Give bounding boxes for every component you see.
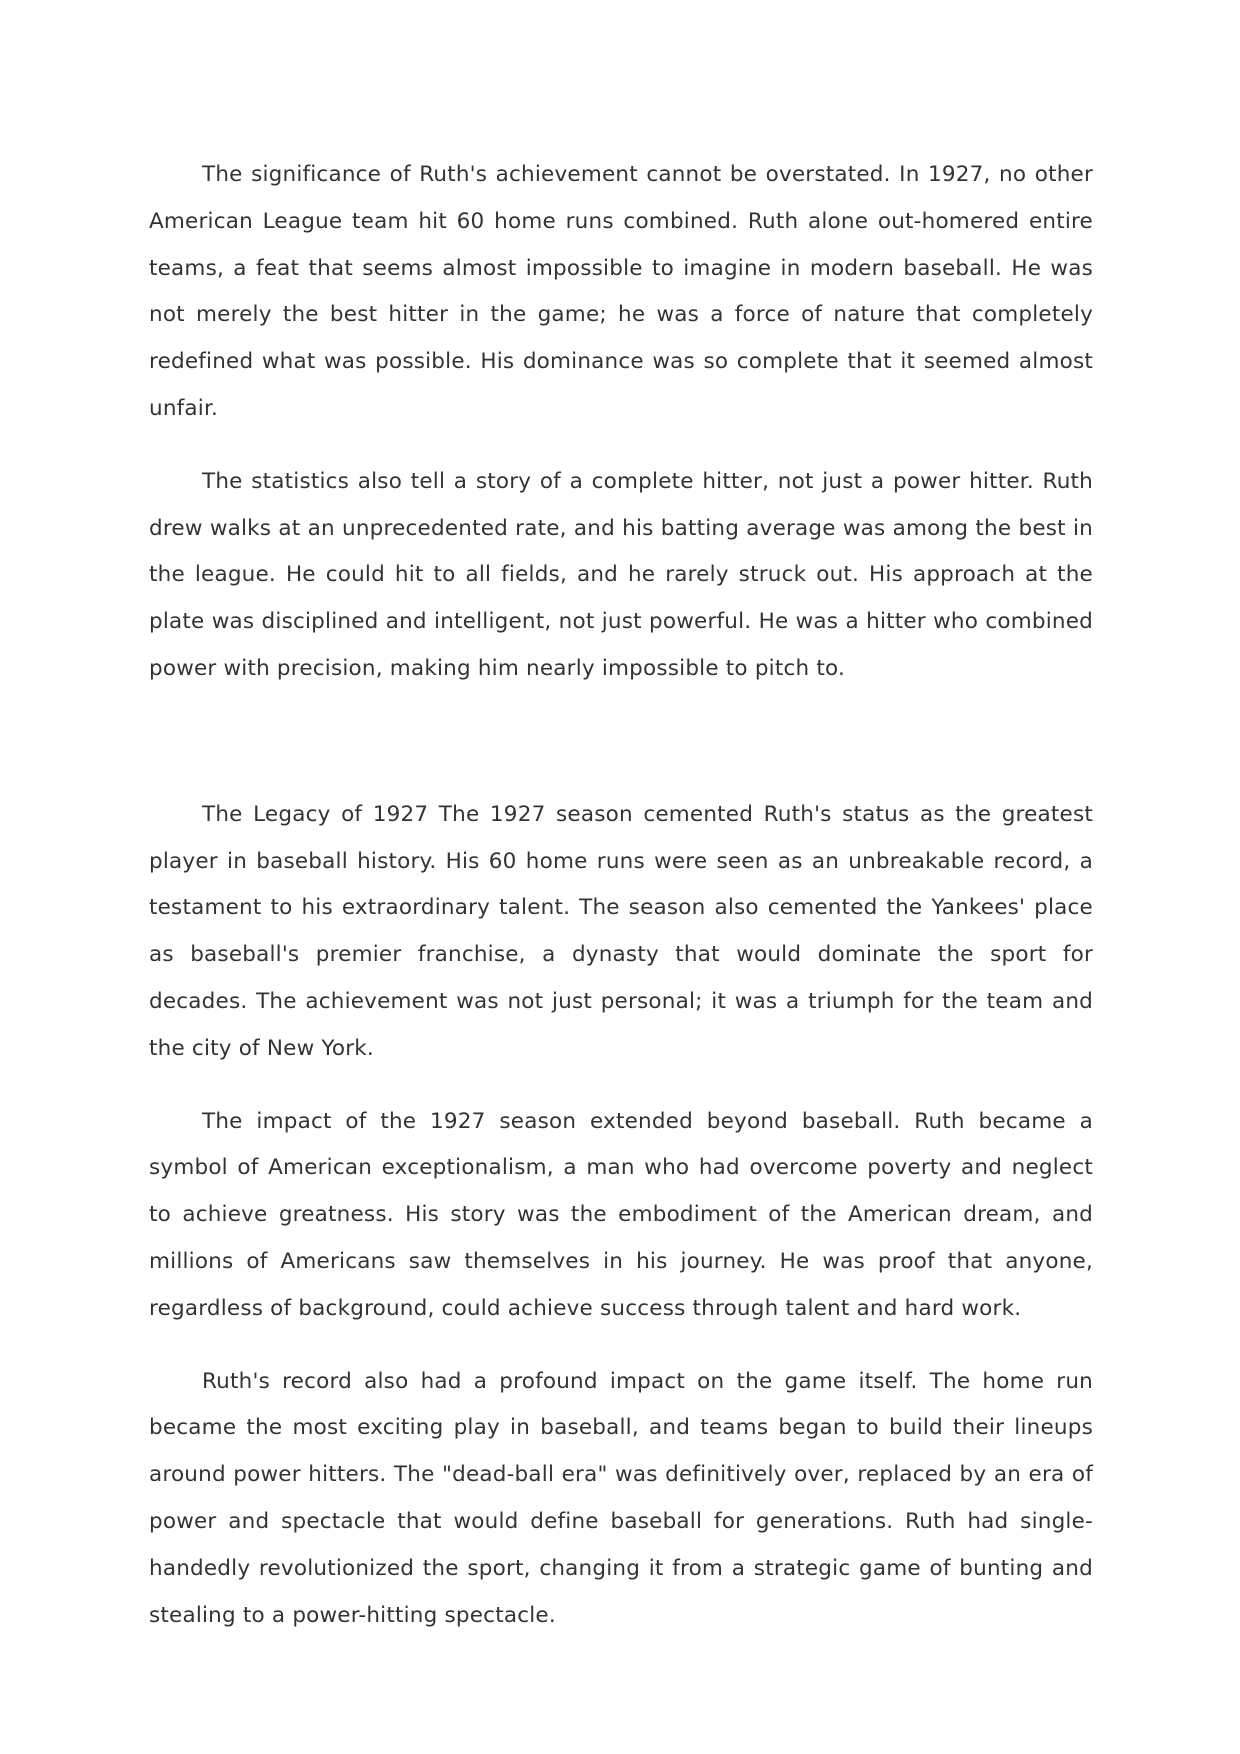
section-spacer [149,693,1093,792]
paragraph-impact-on-game: Ruth's record also had a profound impact on the game itself. The home run became the most exciting play in baseball, and teams began to build their lineups around power hitters. The "dead-ball era" was definitively over, replaced by an era of power and spectacle that would define baseball for generations. Ruth had single-handedly revolutionized the sport, changing it from a strategic game of bunting and stealing to a power-hitting spectacle. [149,1368,1093,1628]
paragraph-ruth-significance: The significance of Ruth's achievement cannot be overstated. In 1927, no other American League team hit 60 home runs combined. Ruth alone out-homered entire teams, a feat that seems almost impossible to imagine in modern baseball. He was not merely the best hitter in the game; he was a force of nature that completely redefined what was possible. His dominance was so complete that it seemed almost unfair. [149,162,1093,421]
paragraph-impact-beyond-baseball: The impact of the 1927 season extended beyond baseball. Ruth became a symbol of American exceptionalism, a man who had overcome poverty and neglect to achieve greatness. His story was the embodiment of the American dream, and millions of Americans saw themselves in his journey. He was proof that anyone, regardless of background, could achieve success through talent and hard work. [149,1108,1093,1321]
paragraph-legacy-1927: The Legacy of 1927 The 1927 season cemented Ruth's status as the greatest player in baseball history. His 60 home runs were seen as an unbreakable record, a testament to his extraordinary talent. The season also cemented the Yankees' place as baseball's premier franchise, a dynasty that would dominate the sport for decades. The achievement was not just personal; it was a triumph for the team and the city of New York. [149,801,1093,1061]
paragraph-spacer [149,1073,1093,1099]
paragraph-spacer [149,1333,1093,1359]
paragraph-complete-hitter: The statistics also tell a story of a complete hitter, not just a power hitter. Ruth drew walks at an unprecedented rate, and his batting average was among the best in the league. He could hit to all fields, and he rarely struck out. His approach at the plate was disciplined and intelligent, not just powerful. He was a hitter who combined power with precision, making him nearly impossible to pitch to. [149,468,1093,681]
paragraph-spacer [149,433,1093,459]
document-page [149,152,1093,1639]
